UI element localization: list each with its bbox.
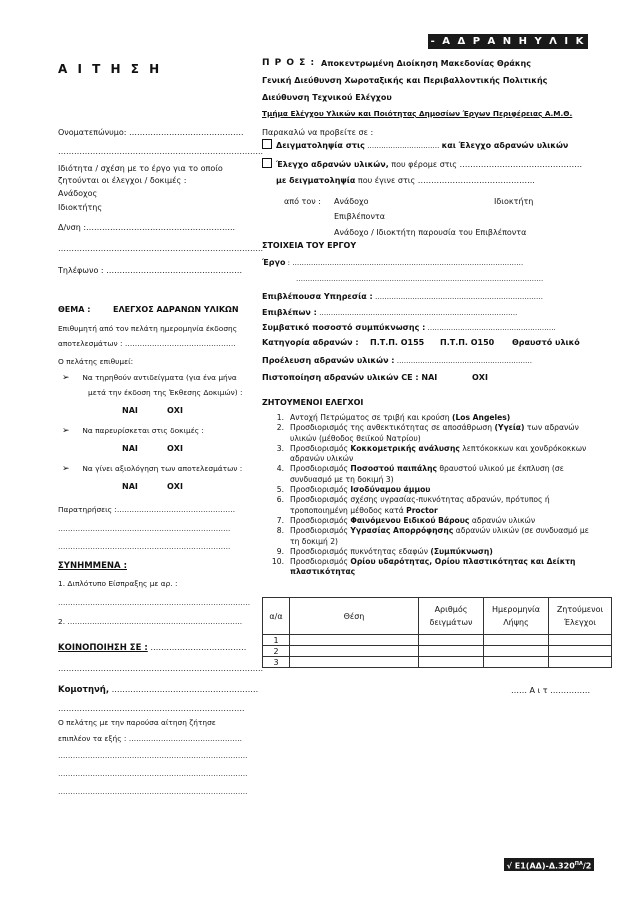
remarks-line-3[interactable]: ……………………………………………………………. [58,542,231,551]
test-text: Αντοχή Πετρώματος σε τριβή και κρούση [290,413,452,422]
role-option-contractor[interactable]: Ανάδοχος [58,189,98,198]
origin-field[interactable] [262,356,532,365]
test-name-bold: πλαστικότητας [290,567,356,577]
place-date-field[interactable] [58,685,258,695]
notify-label: ΚΟΙΝΟΠΟΙΗΣΗ ΣΕ : [58,643,148,653]
test-name-bold: (Υγεία) [494,423,525,433]
test-item [270,506,610,516]
test-item [270,567,610,577]
test-text: αδρανών υλικών [290,454,354,464]
ce-certification-no[interactable]: ΟΧΙ [472,373,488,382]
test-text: Προσδιορισμός [290,526,351,536]
test-text: Προσδιορισμός πυκνότητας εδαφών [290,546,431,556]
checkbox[interactable] [262,158,272,168]
test-text: Προσδιορισμός σχέσης υγρασίας-πυκνότητας αδρανών, πρότυπος ή [290,495,550,505]
wish-2-text: Να παρευρίσκεται στις δοκιμές : [82,426,204,435]
option-sampling-and-test[interactable] [262,139,568,150]
option-test-delivered[interactable] [262,158,582,169]
test-number: 3. [276,443,284,453]
attachment-1-line[interactable]: …………………………………………………………………… [58,598,251,607]
test-name-bold: Φαινόμενου Ειδικού Βάρους [350,515,470,525]
subject-label: ΘΕΜΑ : [58,305,91,314]
notify-dots: ……………………………… [147,643,247,652]
test-item [270,413,610,423]
test-number: 6. [276,495,284,505]
sampled-by-owner[interactable]: Ιδιοκτήτη [494,197,534,206]
arrow-bullet-icon: ➢ [62,373,70,383]
test-name-bold: Κοκκομετρικής ανάλυσης [350,443,460,453]
project-dots: : ……………………………………………………………………………………… [285,259,524,267]
test-item [270,454,610,464]
cell[interactable] [419,646,484,657]
category-option-o155[interactable]: Π.Τ.Π. Ο155 [370,338,425,347]
table-row [263,657,612,668]
attachments-heading: ΣΥΝΗΜΜΕΝΑ : [58,561,127,571]
row-number: 1 [263,635,290,646]
supervising-service-dots: ……………………………………………………………… [372,293,543,301]
supervising-service-field[interactable] [262,292,543,301]
wish-2 [62,426,204,436]
cell[interactable] [549,657,612,668]
sampled-by-label: από τον : [284,197,321,206]
table-row [263,635,612,646]
place-label: Κομοτηνή, [58,685,110,695]
form-code: √ Ε1(ΑΔ)-Δ.320 [506,861,575,871]
sampled-by-supervisor[interactable]: Επιβλέποντα [334,212,386,221]
test-number: 5. [276,485,284,495]
cell[interactable] [290,657,419,668]
test-item [270,495,610,505]
request-intro: Παρακαλώ να προβείτε σε : [262,128,374,137]
origin-dots: …………………………………………………. [394,357,532,365]
test-text: τροποποιημένη μέθοδος κατά [290,505,407,515]
option-sampling-dots: …………………………. [364,142,442,150]
row-number: 2 [263,646,290,657]
wish-3-no[interactable]: ΟΧΙ [167,482,183,491]
test-item [270,475,610,485]
row-number: 3 [263,657,290,668]
wish-2-yes[interactable]: ΝΑΙ [122,444,138,453]
test-name-bold: (Los Angeles) [451,413,511,422]
name-field[interactable]: Ονοματεπώνυμο: ……………………………………. [58,128,244,137]
supervisors-field[interactable] [262,308,517,317]
form-code-end: /2 [582,861,592,871]
role-text-1: Ιδιότητα / σχέση με το έργο για το οποίο [58,164,223,173]
extra-request-line-2[interactable]: ………………………………………………………………….. [58,751,248,760]
contract-compaction-label: Συμβατικό ποσοστό συμπύκνωσης : [262,323,426,332]
checkbox[interactable] [262,139,272,149]
test-text: Προσδιορισμός [290,464,351,474]
option-sampling-label: Δειγματοληψία στις [276,141,365,150]
col-header-sampling-date: Ημερομηνία Λήψης [484,598,549,635]
category-option-crushed[interactable]: Θραυστό υλικό [512,338,580,347]
sampled-by-contractor[interactable]: Ανάδοχο [334,197,369,206]
contract-compaction-field[interactable] [262,323,556,332]
option-test-sampling-line[interactable] [276,176,535,185]
form-code-sup: ΠΑ [574,861,583,867]
address-field-line-2[interactable]: ………………………………………………………………….. [58,244,264,253]
cell[interactable] [290,646,419,657]
wish-1 [62,373,237,383]
applicant-signature-line[interactable]: …… Α ι τ …………… [511,686,591,695]
extra-request-line-3[interactable]: ………………………………………………………………….. [58,769,248,778]
phone-field[interactable]: Τηλέφωνο : …………………………………………… [58,266,243,275]
cell[interactable] [484,646,549,657]
project-field[interactable] [262,258,523,267]
test-item [270,537,610,547]
recipient-line-1: Αποκεντρωμένη Διοίκηση Μακεδονίας Θράκης [321,59,531,68]
test-name-bold: Ποσοστού παιπάλης [350,464,437,474]
test-number: 10. [271,557,284,567]
wish-3-text: Να γίνει αξιολόγηση των αποτελεσμάτων : [82,464,243,473]
test-text: Προσδιορισμός [290,557,351,567]
test-text: αδρανών υλικών [469,515,536,525]
col-header-sample-count: Αριθμός δειγμάτων [419,598,484,635]
test-text: αδρανών υλικών (σε συνδυασμό με [453,526,589,536]
test-text: Προσδιορισμός [290,515,351,525]
cell[interactable] [549,635,612,646]
aggregate-category-label: Κατηγορία αδρανών : [262,338,359,347]
extra-request-text: Ο πελάτης με την παρούσα αίτηση ζήτησε [58,718,216,727]
document-banner: - Α Δ Ρ Α Ν Η Υ Λ Ι Κ Α - [428,34,588,49]
test-text: τη δοκιμή 2) [290,536,338,546]
test-item [270,423,610,433]
test-item [270,557,610,567]
col-header-position: Θέση [290,598,419,635]
cell[interactable] [549,646,612,657]
arrow-bullet-icon: ➢ [62,464,70,474]
wish-1-text-a: Να τηρηθούν αντιδείγματα (για ένα μήνα [82,373,237,382]
contract-compaction-dots: ………………………………………………. [425,324,556,332]
test-number: 8. [276,526,284,536]
option-test-dots: που φέρομε στις ………………………………………. [388,160,583,169]
test-text: υλικών (μέθοδος θειϊκού Νατρίου) [290,433,421,443]
notify-line-2[interactable]: ………………………………………………………………….. [58,664,264,673]
page-title: Α Ι Τ Η Σ Η [58,62,163,76]
category-option-o150[interactable]: Π.Τ.Π. Ο150 [440,338,495,347]
recipient-label: Π Ρ Ο Σ : [262,58,316,68]
origin-label: Προέλευση αδρανών υλικών : [262,356,395,365]
col-header-requested-tests: Ζητούμενοι Έλεγχοι [549,598,612,635]
cell[interactable] [484,657,549,668]
table-row [263,646,612,657]
attachment-2[interactable]: 2. …………………………………………………………….. [58,617,243,626]
test-item [270,485,610,495]
test-item [270,516,610,526]
supervisors-dots: …………………………………………………………………………. [316,309,518,317]
place-line-2[interactable]: ……………………………………………………………. [58,704,245,713]
form-code-footer [504,858,594,871]
cell[interactable] [484,635,549,646]
requested-tests-list [270,413,610,578]
test-number: 9. [276,546,284,556]
test-text: των αδρανών [524,423,579,433]
name-field-line-2[interactable]: ………………………………………………………………….. [58,147,264,156]
wish-2-no[interactable]: ΟΧΙ [167,444,183,453]
place-dots: ………………………………………………. [109,685,259,694]
test-number: 2. [276,423,284,433]
cell[interactable] [419,657,484,668]
test-item [270,547,610,557]
extra-request-line-4[interactable]: ………………………………………………………………….. [58,787,248,796]
samples-table [262,597,612,668]
option-sampling-label-2: και Έλεγχο αδρανών υλικών [441,141,569,150]
recipient-line-3: Διεύθυνση Τεχνικού Ελέγχου [262,93,392,102]
test-item [270,464,610,474]
wish-1-no[interactable]: ΟΧΙ [167,406,183,415]
test-text: Προσδιορισμός της ανθεκτικότητας σε αποσάθρωση [290,423,495,433]
test-name-bold: Υγρασίας Απορρόφησης [350,526,454,536]
test-name-bold: Ισοδύναμου άμμου [350,485,431,495]
subject-text: ΕΛΕΓΧΟΣ ΑΔΡΑΝΩΝ ΥΛΙΚΩΝ [113,305,239,314]
ce-certification-yes[interactable]: Πιστοποίηση αδρανών υλικών CE : ΝΑΙ [262,373,438,382]
supervising-service-label: Επιβλέπουσα Υπηρεσία : [262,292,373,301]
test-text: Προσδιορισμός [290,485,351,495]
wish-1-yes[interactable]: ΝΑΙ [122,406,138,415]
test-name-bold: Proctor [406,505,438,515]
sampled-by-contractor-owner-supervisor[interactable]: Ανάδοχο / Ιδιοκτήτη παρουσία του Επιβλέποντα [334,228,527,237]
recipient-line-4: Τμήμα Ελέγχου Υλικών και Ποιότητας Δημοσίων Έργων Περιφέρειας Α.Μ.Θ. [262,109,573,118]
test-number: 4. [276,464,284,474]
test-name-bold: (Συμπύκνωση) [430,546,493,556]
col-header-aa: α/α [263,598,290,635]
project-heading: ΣΤΟΙΧΕΙΑ ΤΟΥ ΕΡΓΟΥ [262,241,357,250]
address-field[interactable]: Δ/νση :……………………………………………….. [58,223,236,232]
recipient-line-2: Γενική Διεύθυνση Χωροταξικής και Περιβαλλοντικής Πολιτικής [262,76,548,85]
wish-3-yes[interactable]: ΝΑΙ [122,482,138,491]
wish-1-text-b: μετά την έκδοση της Έκθεσης Δοκιμών) : [88,388,243,397]
project-field-line-2[interactable]: ……………………………………………………………………………………………. [296,275,544,283]
option-test-label: Έλεγχο αδρανών υλικών, [276,160,389,169]
test-item [270,434,610,444]
test-number: 7. [276,515,284,525]
remarks-line-2[interactable]: ……………………………………………………………. [58,524,231,533]
cell[interactable] [419,635,484,646]
option-test-sampling-label: με δειγματοληψία [276,176,356,185]
role-option-owner[interactable]: Ιδιοκτήτης [58,203,103,212]
attachment-1[interactable]: 1. Διπλότυπο Είσπραξης με αρ. : [58,579,178,588]
option-test-sampling-dots: που έγινε στις …………………………………….. [355,176,535,185]
arrow-bullet-icon: ➢ [62,426,70,436]
test-item [270,444,610,454]
test-name-bold: Ορίου υδαρότητας, Ορίου πλαστικότητας και Δείκτη [350,557,576,567]
test-text: Προσδιορισμός [290,443,351,453]
project-label: Έργο [262,258,286,267]
test-item [270,526,610,536]
remarks-field[interactable]: Παρατηρήσεις :………………………………………… [58,505,236,514]
notify-field[interactable] [58,643,246,653]
role-text-2: ζητούνται οι έλεγχοι / δοκιμές : [58,176,187,185]
client-wishes-label: Ο πελάτης επιθυμεί: [58,357,134,366]
test-text: λεπτόκοκκων και χονδρόκοκκων [459,443,587,453]
wish-3 [62,464,242,474]
desired-date-field[interactable]: αποτελεσμάτων : ……………………………………… [58,339,236,348]
extra-request-field[interactable]: επιπλέον τα εξής : ………………………………………. [58,734,242,743]
cell[interactable] [290,635,419,646]
test-number: 1. [276,413,284,422]
test-text: θραυστού υλικού με έκπλυση (σε [436,464,564,474]
supervisors-label: Επιβλέπων : [262,308,317,317]
requested-tests-heading: ΖΗΤΟΥΜΕΝΟΙ ΕΛΕΓΧΟΙ [262,398,364,407]
desired-date-text-1: Επιθυμητή από τον πελάτη ημερομηνία έκδοσης [58,324,238,333]
test-text: συνδυασμό με τη δοκιμή 3) [290,474,394,484]
